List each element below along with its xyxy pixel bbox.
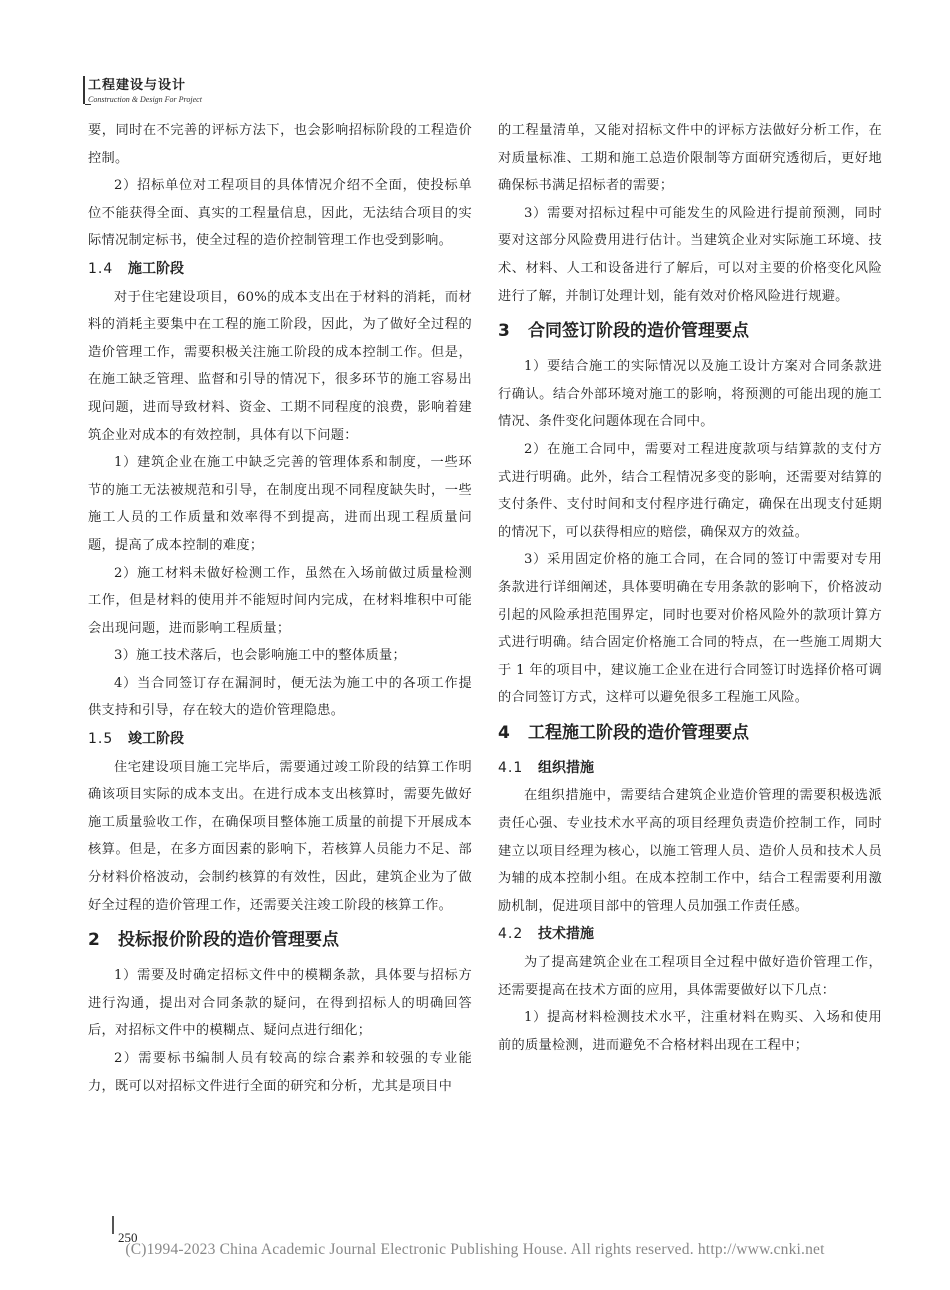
section-title: 组织措施 — [538, 759, 594, 776]
section-number: 3 — [498, 321, 510, 342]
section-number: 4.1 — [498, 759, 524, 776]
paragraph: 3）需要对招标过程中可能发生的风险进行提前预测，同时要对这部分风险费用进行估计。当建筑企业对实际施工环境、技术、材料、人工和设备进行了解后，可以对主要的价格变化风险进行了解，并制订处理计划，能有效对价格风险进行规避。 — [498, 205, 882, 304]
paragraph: 3）施工技术落后，也会影响施工中的整体质量； — [114, 648, 406, 664]
paragraph: 对于住宅建设项目，60%的成本支出在于材料的消耗，而材料的消耗主要集中在工程的施工阶段，因此，为了做好全过程的造价管理工作，需要积极关注施工阶段的成本控制工作。但是，在施工缺乏管理、监督和引导的情况下，很多环节的施工容易出现问题，进而导致材料、资金、工期不同程度的浪费，影响着建筑企业对成本的有效控制，具体有以下问题： — [88, 289, 472, 443]
paragraph: 在组织措施中，需要结合建筑企业造价管理的需要积极选派责任心强、专业技术水平高的项目经理负责造价控制工作，同时建立以项目经理为核心，以施工管理人员、造价人员和技术人员为辅的成本控制小组。在成本控制工作中，结合工程需要利用激励机制，促进项目部中的管理人员加强工作责任感。 — [498, 788, 882, 914]
section-number: 2 — [88, 930, 100, 951]
section-title: 投标报价阶段的造价管理要点 — [118, 930, 339, 951]
section-title: 技术措施 — [538, 926, 594, 943]
paragraph: 2）需要标书编制人员有较高的综合素养和较强的专业能力，既可以对招标文件进行全面的研究和分析，尤其是项目中 — [88, 1051, 472, 1094]
section-number: 4 — [498, 722, 510, 743]
journal-title-en: Construction & Design For Project — [88, 95, 202, 104]
section-heading-4-1 — [498, 755, 882, 783]
header-accent-bar — [83, 76, 85, 104]
left-column — [88, 117, 472, 1100]
paragraph: 住宅建设项目施工完毕后，需要通过竣工阶段的结算工作明确该项目实际的成本支出。在进行成本支出核算时，需要先做好施工质量验收工作，在确保项目整体施工质量的前提下开展成本核算。但是，在多方面因素的影响下，若核算人员能力不足、部分材料价格波动，会制约核算的有效性，因此，建筑企业为了做好全过程的造价管理工作，还需要关注竣工阶段的核算工作。 — [88, 759, 472, 913]
paragraph: 1）需要及时确定招标文件中的模糊条款，具体要与招标方进行沟通，提出对合同条款的疑问，在得到招标人的明确回答后，对招标文件中的模糊点、疑问点进行细化； — [88, 968, 472, 1039]
section-title: 合同签订阶段的造价管理要点 — [528, 321, 749, 342]
section-number: 1.5 — [88, 731, 114, 748]
section-number: 1.4 — [88, 260, 114, 277]
page-number: 250 — [118, 1230, 138, 1245]
section-heading-2 — [88, 923, 472, 957]
section-heading-4 — [498, 716, 882, 750]
paragraph: 1）建筑企业在施工中缺乏完善的管理体系和制度，一些环节的施工无法被规范和引导，在制度出现不同程度缺失时，一些施工人员的工作质量和效率得不到提高，进而出现工程质量问题，提高了成本控制的难度； — [88, 455, 472, 553]
section-heading-4-2 — [498, 921, 882, 949]
paragraph: 要，同时在不完善的评标方法下，也会影响招标阶段的工程造价控制。 — [88, 123, 472, 166]
paragraph: 2）招标单位对工程项目的具体情况介绍不全面，使投标单位不能获得全面、真实的工程量信息，因此，无法结合项目的实际情况制定标书，使全过程的造价控制管理工作也受到影响。 — [88, 178, 472, 249]
section-heading-1-4 — [88, 256, 472, 284]
paragraph: 1）要结合施工的实际情况以及施工设计方案对合同条款进行确认。结合外部环境对施工的影响，将预测的可能出现的施工情况、条件变化问题体现在合同中。 — [498, 359, 882, 430]
section-heading-3 — [498, 314, 882, 348]
right-column — [498, 117, 882, 1059]
section-heading-1-5 — [88, 726, 472, 754]
paragraph: 4）当合同签订存在漏洞时，便无法为施工中的各项工作提供支持和引导，存在较大的造价管理隐患。 — [88, 675, 472, 719]
paragraph: 3）采用固定价格的施工合同，在合同的签订中需要对专用条款进行详细阐述，具体要明确在专用条款的影响下，价格波动引起的风险承担范围界定，同时也要对价格风险外的款项计算方式进行明确。结合固定价格施工合同的特点，在一些施工周期大于 1 年的项目中，建议施工企业在进行合同签订时选择价格可调的合同签订方式，这样可以避免很多工程施工风险。 — [498, 552, 882, 706]
section-title: 竣工阶段 — [128, 731, 184, 748]
journal-header — [88, 74, 202, 104]
page-number-rule — [112, 1216, 114, 1234]
paragraph: 2）施工材料未做好检测工作，虽然在入场前做过质量检测工作，但是材料的使用并不能短时间内完成，在材料堆积中可能会出现问题，进而影响工程质量； — [88, 565, 472, 636]
copyright-footer: (C)1994-2023 China Academic Journal Electronic Publishing House. All rights reserved. http://www.cnki.net — [125, 1241, 825, 1258]
section-number: 4.2 — [498, 926, 524, 943]
paragraph: 的工程量清单，又能对招标文件中的评标方法做好分析工作，在对质量标准、工期和施工总造价限制等方面研究透彻后，更好地确保标书满足招标者的需要； — [498, 123, 882, 194]
paragraph: 1）提高材料检测技术水平，注重材料在购买、入场和使用前的质量检测，进而避免不合格材料出现在工程中； — [498, 1010, 882, 1053]
section-title: 工程施工阶段的造价管理要点 — [528, 722, 749, 743]
journal-title-cn: 工程建设与设计 — [88, 78, 187, 93]
paragraph: 2）在施工合同中，需要对工程进度款项与结算款的支付方式进行明确。此外，结合工程情况多变的影响，还需要对结算的支付条件、支付时间和支付程序进行确定，确保在出现支付延期的情况下，可以获得相应的赔偿，确保双方的效益。 — [498, 441, 882, 540]
section-title: 施工阶段 — [128, 260, 184, 277]
paragraph: 为了提高建筑企业在工程项目全过程中做好造价管理工作，还需要提高在技术方面的应用，具体需要做好以下几点： — [498, 955, 882, 998]
header-accent-rule — [85, 104, 91, 105]
